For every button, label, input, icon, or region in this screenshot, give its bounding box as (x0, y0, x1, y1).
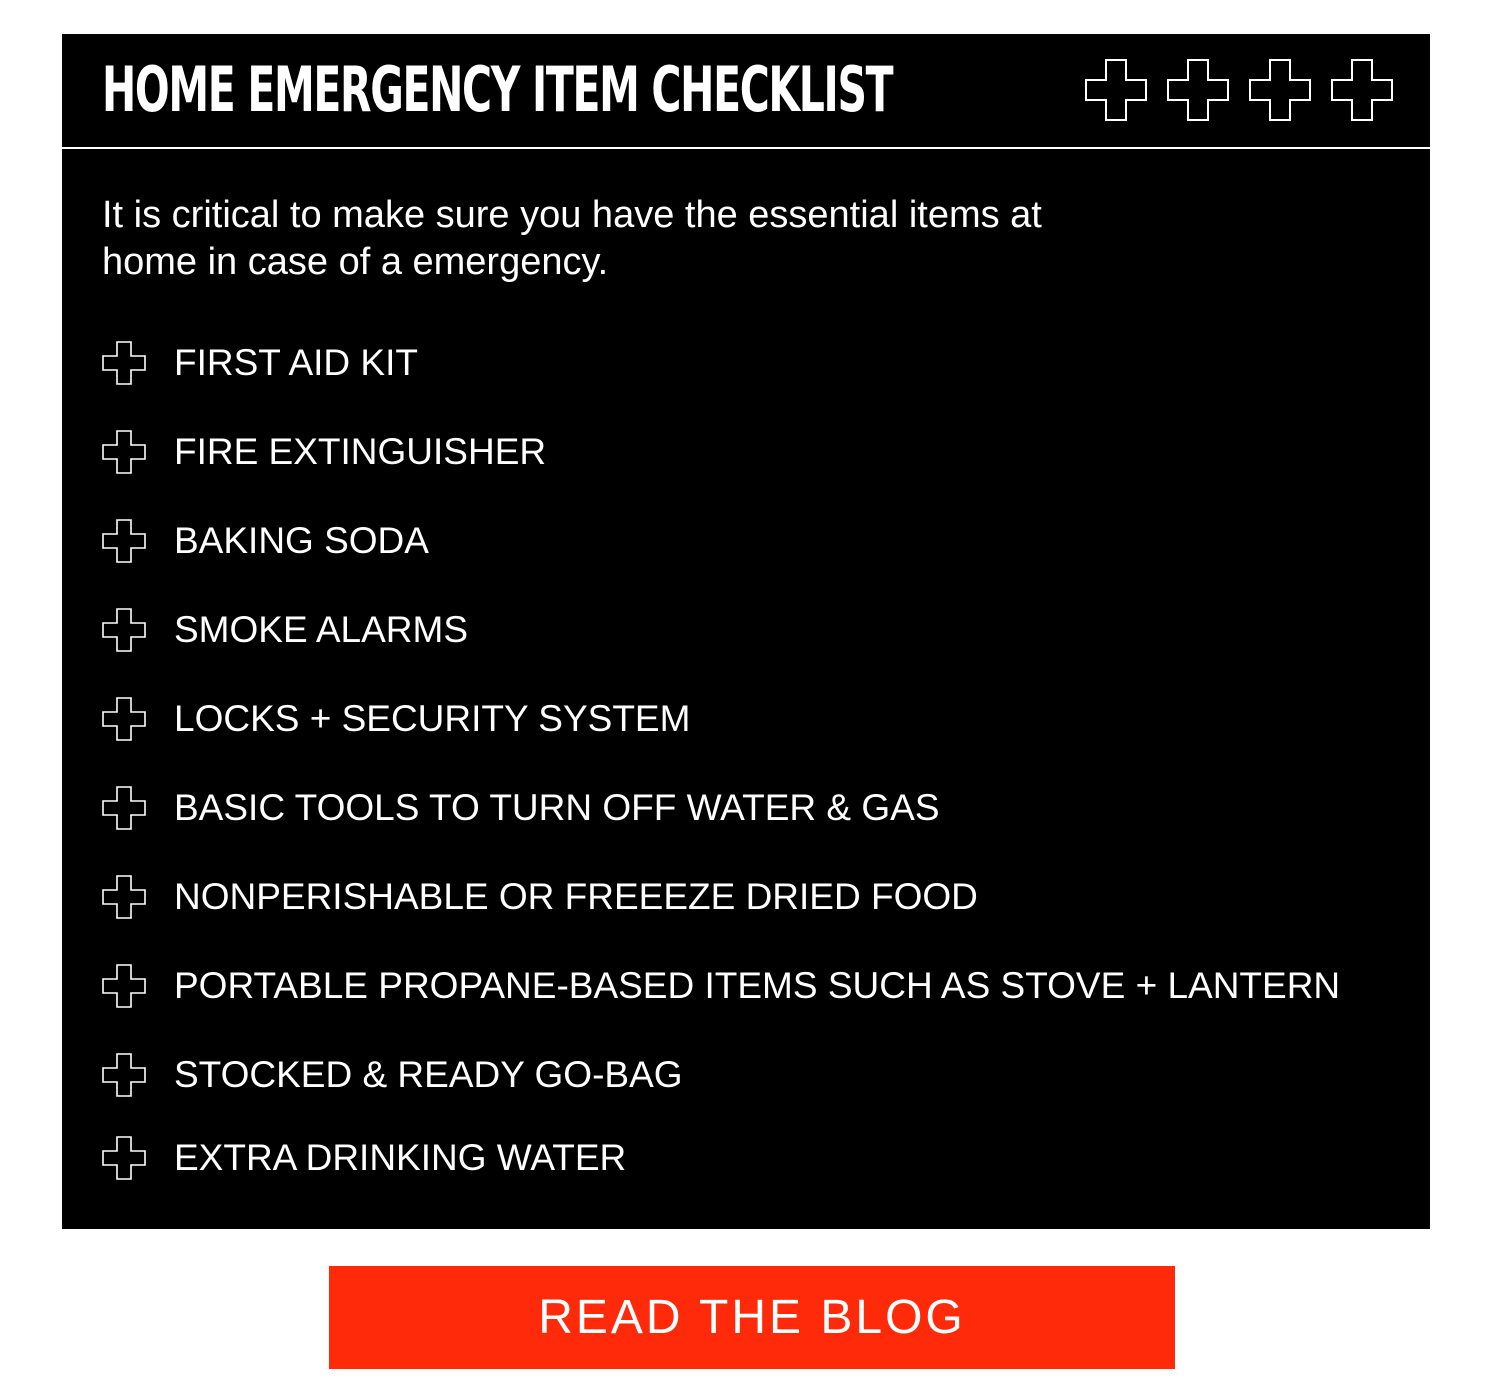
checklist-item-label: BASIC TOOLS TO TURN OFF WATER & GAS (174, 787, 940, 828)
cross-outline-icon (102, 519, 146, 563)
checklist-item (102, 784, 1402, 832)
cross-outline-icon (102, 1053, 146, 1097)
checklist-item-label: FIRST AID KIT (174, 342, 418, 383)
cross-outline-icon (1331, 59, 1393, 121)
header-cross-icons (1085, 59, 1393, 121)
checklist-item (102, 962, 1402, 1010)
cross-outline-icon (1085, 59, 1147, 121)
checklist-title: HOME EMERGENCY ITEM CHECKLIST (102, 53, 893, 126)
cross-outline-icon (1249, 59, 1311, 121)
checklist-item-label: FIRE EXTINGUISHER (174, 431, 547, 472)
checklist-item-label: BAKING SODA (174, 520, 429, 561)
cross-outline-icon (102, 1136, 146, 1180)
cross-outline-icon (102, 964, 146, 1008)
checklist-item (102, 1051, 1402, 1099)
checklist-item (102, 339, 1402, 387)
cross-outline-icon (102, 341, 146, 385)
read-the-blog-button[interactable]: READ THE BLOG (329, 1266, 1175, 1369)
cross-outline-icon (102, 608, 146, 652)
checklist-item (102, 428, 1402, 476)
checklist-item (102, 517, 1402, 565)
cross-outline-icon (102, 786, 146, 830)
checklist-item-label: PORTABLE PROPANE-BASED ITEMS SUCH AS STOVE + LANTERN (174, 965, 1341, 1006)
checklist-item-label: SMOKE ALARMS (174, 609, 469, 650)
checklist-card (62, 34, 1430, 1229)
checklist-item-label: EXTRA DRINKING WATER (174, 1137, 627, 1178)
checklist-item-label: STOCKED & READY GO-BAG (174, 1054, 683, 1095)
intro-text: It is critical to make sure you have the essential items at home in case of a emergency. (102, 194, 1042, 283)
cross-outline-icon (1167, 59, 1229, 121)
cross-outline-icon (102, 697, 146, 741)
checklist-item-label: NONPERISHABLE OR FREEEZE DRIED FOOD (174, 876, 978, 917)
checklist-item (102, 873, 1402, 921)
checklist-item (102, 1134, 1402, 1182)
checklist-item (102, 606, 1402, 654)
cross-outline-icon (102, 875, 146, 919)
checklist-item (102, 695, 1402, 743)
cross-outline-icon (102, 430, 146, 474)
card-header (62, 34, 1430, 149)
checklist-item-label: LOCKS + SECURITY SYSTEM (174, 698, 691, 739)
